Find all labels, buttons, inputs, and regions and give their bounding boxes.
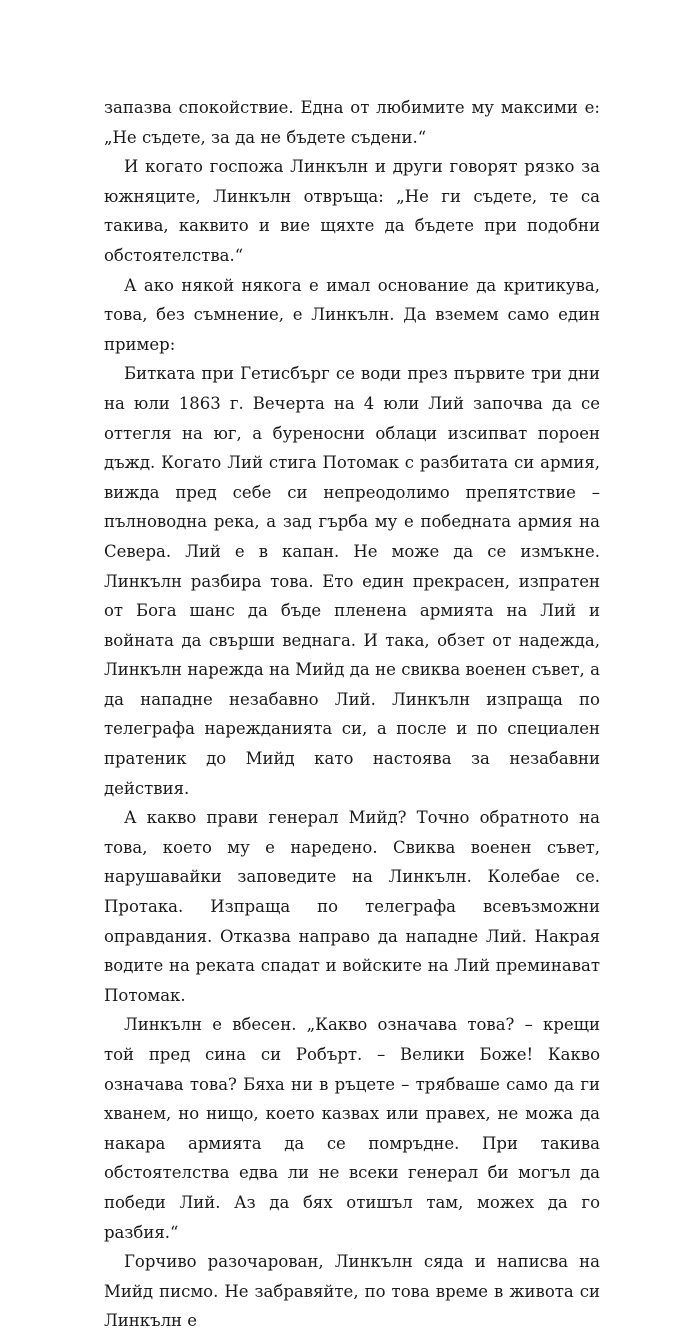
paragraph-6: Линкълн е вбесен. „Какво означава това? – крещи той пред сина си Робърт. – Велики Боже! Какво означава това? Бяха ни в ръцете – трябваше само да ги хванем, но нищо, което казвах или правех, не можа да накара армията да се помръдне. При такива обстоятелства едва ли не всеки генерал би могъл да победи Лий. Аз да бях отишъл там, можех да го разбия.“	[104, 1015, 600, 1242]
paragraph-4: Битката при Гетисбърг се води през първите три дни на юли 1863 г. Вечерта на 4 юли Лий започва да се оттегля на юг, а буреносни облаци изсипват пороен дъжд. Когато Лий стига Потомак с разбитата си армия, вижда пред себе си непреодолимо препятствие – пълноводна река, а зад гърба му е победната армия на Севера. Лий е в капан. Не може да се измъкне. Линкълн разбира това. Ето един прекрасен, изпратен от Бога шанс да бъде пленена армията на Лий и войната да свърши веднага. И така, обзет от надежда, Линкълн нарежда на Мийд да не свиква военен съвет, а да нападне незабавно Лий. Линкълн изпраща по телеграфа нарежданията си, а после и по специален пратеник до Мийд като настоява за незабавни действия.	[104, 364, 600, 798]
page-body	[104, 93, 600, 1336]
paragraph-3: А ако някой някога е имал основание да критикува, това, без съмнение, е Линкълн. Да вземем само един пример:	[104, 275, 600, 354]
paragraph-5: А какво прави генерал Мийд? Точно обратното на това, което му е наредено. Свиква военен съвет, нарушавайки заповедите на Линкълн. Колебае се. Протака. Изпраща по телеграфа всевъзможни оправдания. Отказва направо да нападне Лий. Накрая водите на реката спадат и войските на Лий преминават Потомак.	[104, 808, 600, 1005]
paragraph-2: И когато госпожа Линкълн и други говорят рязко за южняците, Линкълн отвръща: „Не ги съдете, те са такива, каквито и вие щяхте да бъдете при подобни обстоятелства.“	[104, 157, 600, 265]
paragraph-7: Горчиво разочарован, Линкълн сяда и написва на Мийд писмо. Не забравяйте, по това време в живота си Линкълн е	[104, 1252, 600, 1331]
paragraph-1: запазва спокойствие. Една от любимите му максими е: „Не съдете, за да не бъдете съдени.“	[104, 98, 600, 147]
